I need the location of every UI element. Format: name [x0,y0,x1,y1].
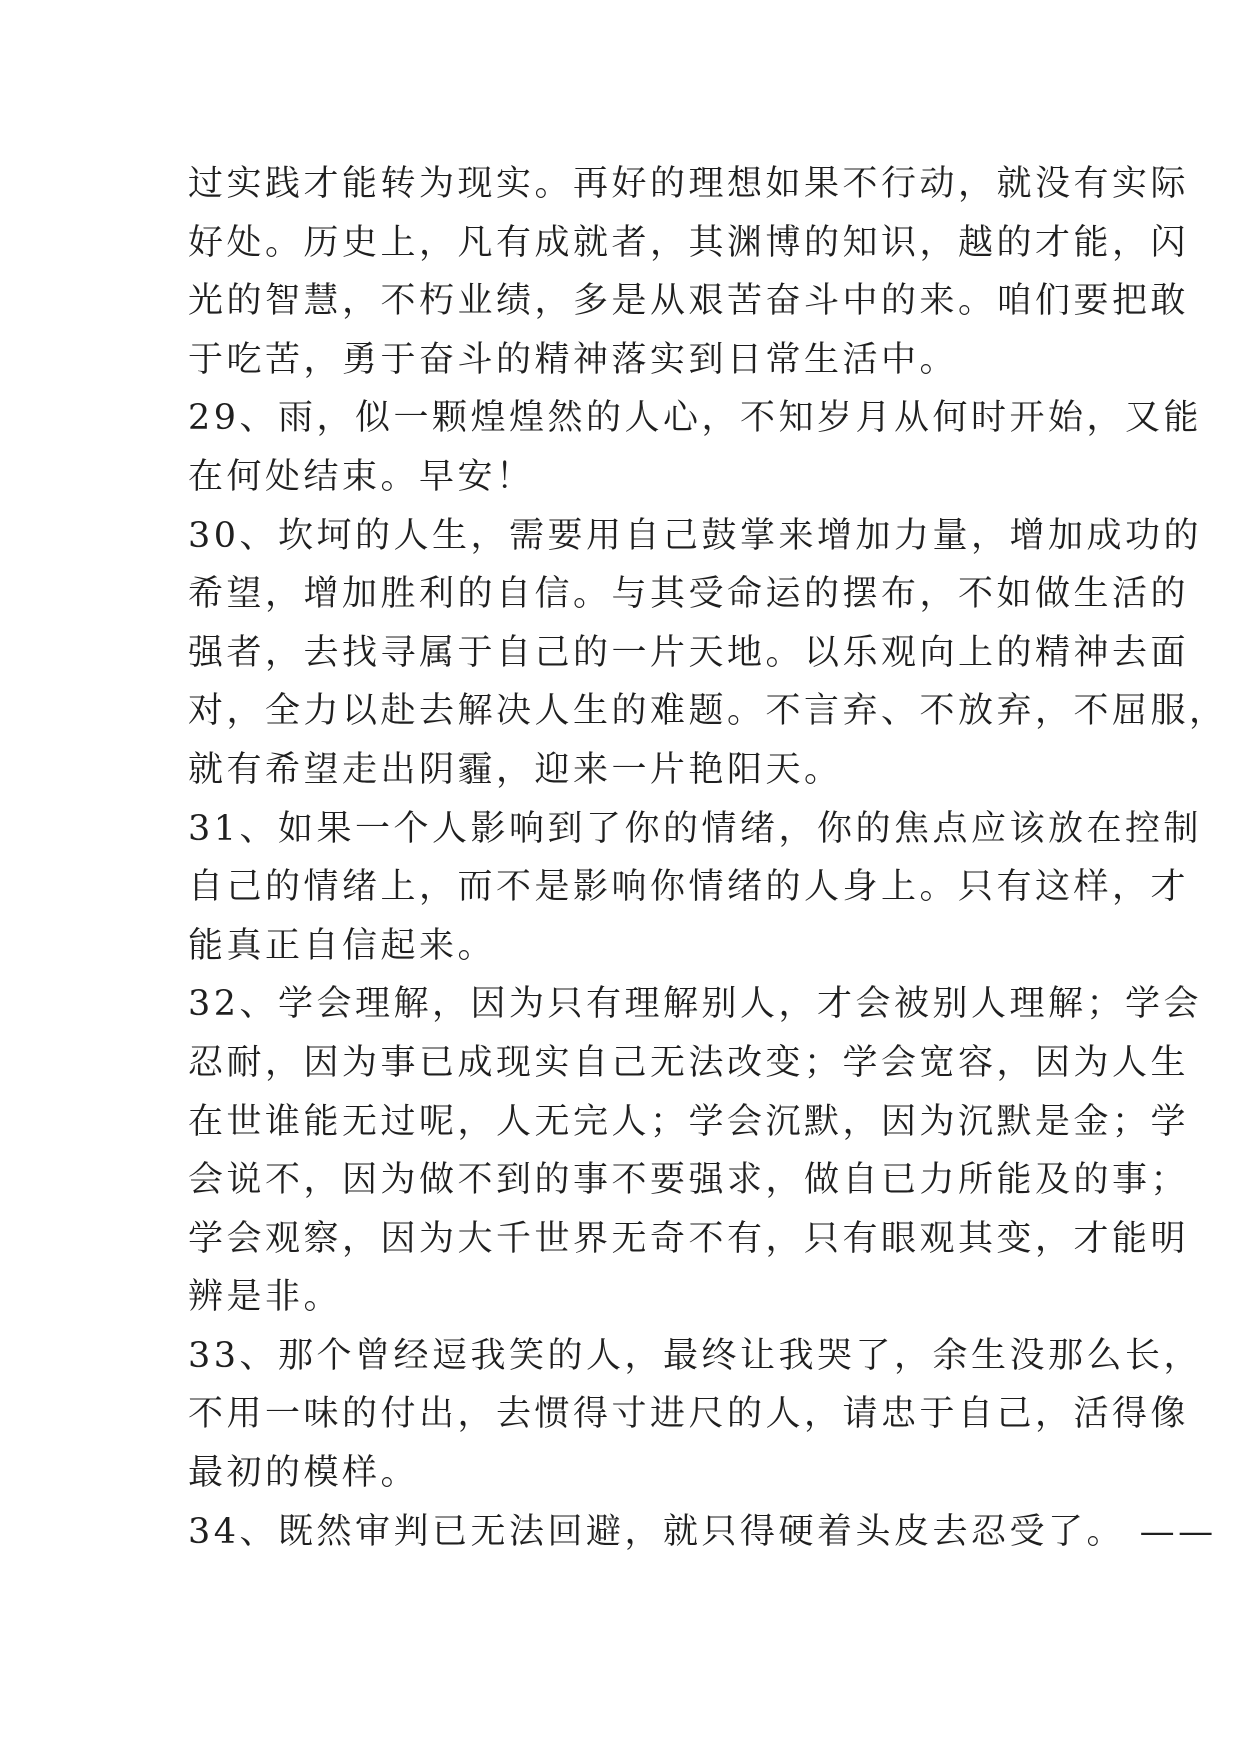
text-line: 最初的模样。 [188,1453,420,1494]
text-line: 自己的情绪上，而不是影响你情绪的人身上。只有这样，才 [188,867,1190,908]
text-line: 希望，增加胜利的自信。与其受命运的摆布，不如做生活的 [188,574,1190,615]
text-line: 忍耐，因为事已成现实自己无法改变；学会宽容，因为人生 [188,1042,1190,1083]
text-line: 就有希望走出阴霾，迎来一片艳阳天。 [188,749,843,790]
text-line: 强者，去找寻属于自己的一片天地。以乐观向上的精神去面 [188,632,1190,673]
text-line: 好处。历史上，凡有成就者，其渊博的知识，越的才能，闪 [188,222,1190,263]
text-line: 能真正自信起来。 [188,925,497,966]
text-line: 31、如果一个人影响到了你的情绪，你的焦点应该放在控制 [188,808,1203,849]
text-line: 光的智慧，不朽业绩，多是从艰苦奋斗中的来。咱们要把敢 [188,281,1190,322]
text-line: 在何处结束。早安！ [188,456,535,497]
text-line: 于吃苦，勇于奋斗的精神落实到日常生活中。 [188,339,959,380]
text-line: 34、既然审判已无法回避，就只得硬着头皮去忍受了。 —— [188,1511,1217,1552]
text-line: 33、那个曾经逗我笑的人，最终让我哭了，余生没那么长， [188,1335,1203,1376]
document-body-text [188,155,1228,1561]
text-line: 过实践才能转为现实。再好的理想如果不行动，就没有实际 [188,164,1190,204]
text-line: 29、雨，似一颗煌煌然的人心，不知岁月从何时开始，又能 [188,398,1203,439]
text-line: 学会观察，因为大千世界无奇不有，只有眼观其变，才能明 [188,1218,1190,1259]
text-line: 不用一味的付出，去惯得寸进尺的人，请忠于自己，活得像 [188,1394,1190,1435]
text-line: 对，全力以赴去解决人生的难题。不言弃、不放弃，不屈服， [188,691,1228,732]
text-line: 30、坎坷的人生，需要用自己鼓掌来增加力量，增加成功的 [188,515,1203,556]
text-line: 32、学会理解，因为只有理解别人，才会被别人理解；学会 [188,984,1203,1025]
text-line: 在世谁能无过呢，人无完人；学会沉默，因为沉默是金；学 [188,1101,1190,1142]
text-line: 会说不，因为做不到的事不要强求，做自已力所能及的事； [188,1160,1190,1201]
text-line: 辨是非。 [188,1277,343,1318]
